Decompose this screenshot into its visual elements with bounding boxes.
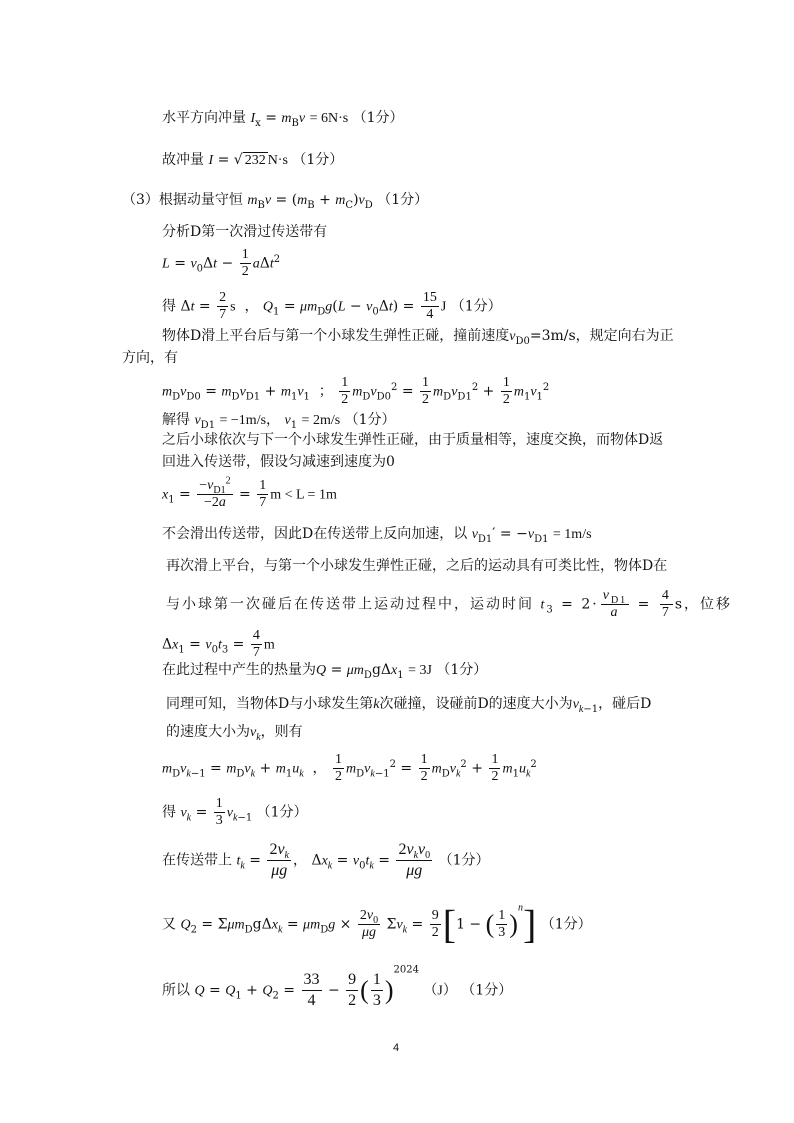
line-momentum-conservation: （3）根据动量守恒 $m_Bv = (m_B + m_C)v_D$ （1分） xyxy=(122,192,429,211)
score-label: （1分） xyxy=(438,852,490,869)
line-solve-velocities: 解得 $v_{D1} = -1m/s$， $v_1 = 2m/s$ （1分） xyxy=(162,412,396,431)
score-label: （1分） xyxy=(292,152,344,168)
line-belt-time: 在传送带上 $t_k$ = $\frac{2v_k}{\mu g}$ ， $\Delta x_k = v_0t_k$ = $\frac{2v_kv_0}{\mu g}$ （1分） xyxy=(162,841,490,879)
score-label: （1分） xyxy=(352,110,404,126)
line-total-impulse: 故冲量 I = √ 232 N·s （1分） xyxy=(162,152,344,168)
line-exchange-desc: 之后小球依次与下一个小球发生弹性正碰，由于质量相等，速度交换，而物体D返 xyxy=(162,432,664,448)
equation-displacement-1: $\Delta x_1 = v_0t_3$ = $\frac{4}{7}$ m xyxy=(162,628,275,660)
score-label: （1分） xyxy=(377,192,429,208)
page-number: 4 xyxy=(393,1042,400,1054)
line-collision-desc: 物体D滑上平台后与第一个小球发生弹性正碰，撞前速度$v_{D0}=3m/s$，规定向右为正 xyxy=(162,328,674,347)
line-horizontal-impulse: 水平方向冲量 $I_x = m_Bv = 6N\cdot s$ （1分） xyxy=(162,110,404,129)
line-heat-produced: 在此过程中产生的热量为$Q = \mu m_Dg\Delta x_1 = 3J$ （1分） xyxy=(162,662,488,681)
equation-elastic-collision-1: $m_Dv_{D0} = m_Dv_{D1} + m_1v_1$ ； $\frac{1}{2}$ $m_Dv_{D0}^2$ = $\frac{1}{2}$ $m_Dv_{D1}^2$ + $\frac{1}{2}$ $m_1v_1^2$ xyxy=(162,375,550,407)
line-motion-time: 与小球第一次碰后在传送带上运动过程中，运动时间 $t_3 = 2\cdot$ $\frac{v_{D1}}{a}$ = $\frac{4}{7}$ s，位移 xyxy=(166,588,732,620)
score-label: （1分） xyxy=(461,982,513,999)
line-final-answer: 所以 $Q = Q_1 + Q_2$ = $\frac{33}{4}$ − $\frac{9}{2}$ ( $\frac{1}{3}$ )$^{2024}$ （J） （1分） xyxy=(162,964,513,1009)
score-label: （1分） xyxy=(256,804,308,821)
equation-displacement: $L = v_0\Delta t$ − $\frac{1}{2}$ aΔt$^2$ xyxy=(162,247,281,279)
line-total-heat-sum: 又 $Q_2 = \Sigma\mu m_Dg\Delta x_k = \mu m_Dg$ × $\frac{2v_0}{\mu g}$ $\Sigma v_k$ = $\frac{9}{2}$ [1 − ( $\frac{1}{3}$ )$^n$] （1分） xyxy=(162,901,592,947)
line-exchange-desc-cont: 回进入传送带，假设匀减速到速度为0 xyxy=(162,454,395,470)
equation-decel-distance: $x_1$ = $\frac{-v_{D1}^2}{-2a}$ = $\frac{1}{7}$ m < L = 1m xyxy=(162,475,337,510)
line-velocity-ratio: 得 $v_k$ = $\frac{1}{3}$ $v_{k-1}$ （1分） xyxy=(162,796,308,828)
line-collision-desc-cont: 方向，有 xyxy=(122,350,178,366)
line-time-heat: 得 Δt = $\frac{2}{7}$ s ， $Q_1 = \mu m_Dg(L - v_0\Delta t)$ = $\frac{15}{4}$ J （1分） xyxy=(162,290,502,322)
line-kth-collision: 同理可知，当物体D与小球发生第k次碰撞，设碰前D的速度大小为$v_{k-1}$，碰后D xyxy=(166,696,652,715)
line-kth-collision-cont: 的速度大小为$v_k$，则有 xyxy=(166,724,303,743)
line-analogy-desc: 再次滑上平台，与第一个小球发生弹性正碰，之后的运动具有可类比性，物体D在 xyxy=(166,558,668,574)
score-label: （1分） xyxy=(436,662,488,678)
equation-elastic-collision-k: $m_Dv_{k-1} = m_Dv_k + m_1u_k$ ， $\frac{1}{2}$ $m_Dv_{k-1}^2$ = $\frac{1}{2}$ $m_Dv_k^2$ + $\frac{1}{2}$ $m_1u_k^2$ xyxy=(162,752,537,784)
score-label: （1分） xyxy=(540,916,592,933)
line-no-slide-off: 不会滑出传送带，因此D在传送带上反向加速，以 $v_{D1}' = -v_{D1} = 1m/s$ xyxy=(162,526,592,545)
line-analysis-intro: 分析D第一次滑过传送带有 xyxy=(162,224,328,240)
score-label: （1分） xyxy=(344,412,396,428)
score-label: （1分） xyxy=(450,298,502,315)
